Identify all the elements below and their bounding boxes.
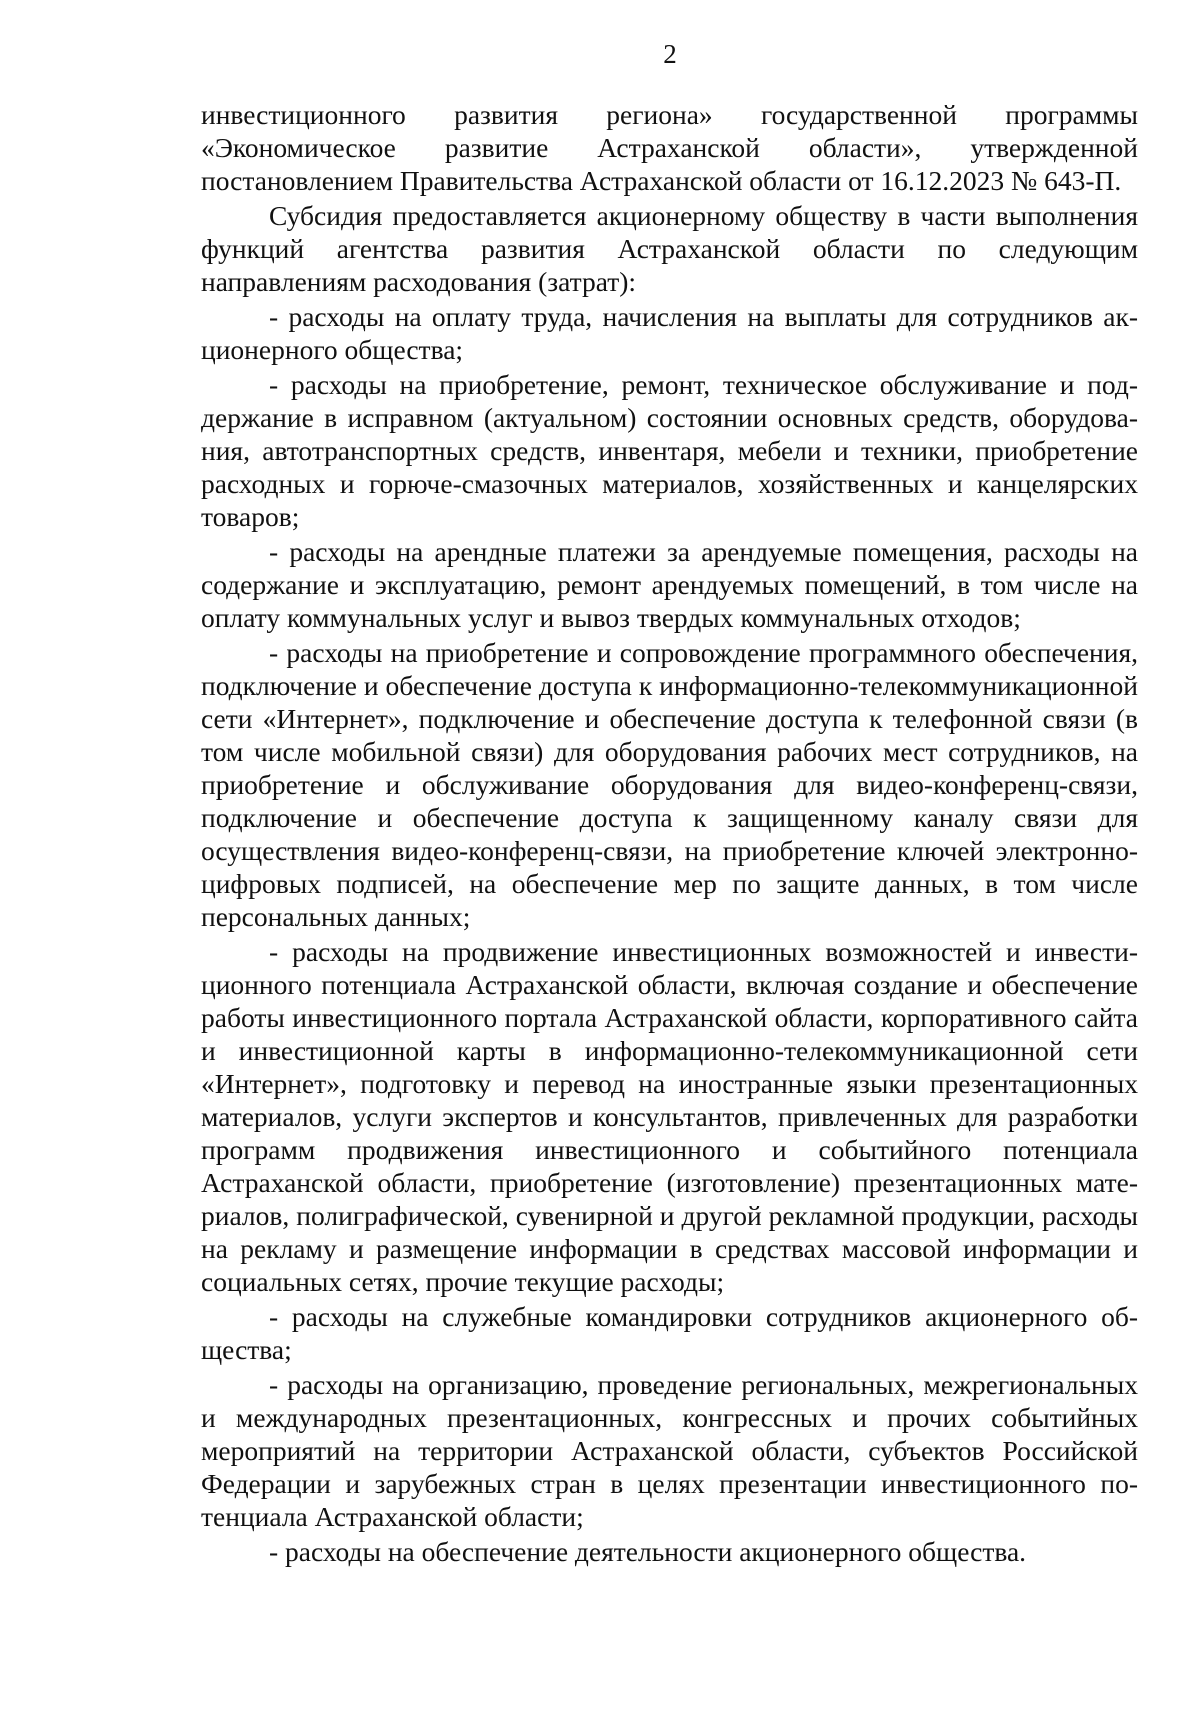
list-item-fixed-assets: - расходы на приобретение, ремонт, техническое обслуживание и поддержание в исправном (актуальном) состоянии основных средств, оборудования, автотранспортных средств, инвентаря, мебели и техники, приобретение расходных и горюче-смазочных материалов, хозяйственных и канцелярских товаров; bbox=[201, 369, 1138, 532]
list-item-rent: - расходы на арендные платежи за арендуемые помещения, расходы на содержание и эксплуатацию, ремонт арендуемых помещений, в том числе на оплату коммунальных услуг и вывоз твердых коммунальных отходов; bbox=[201, 536, 1138, 633]
paragraph-program-reference: инвестиционного развития региона» государственной программы «Экономическое развитие Астраханской области», утвержденной постановлением Правительства Астраханской области от 16.12.2023 № 643-П. bbox=[201, 99, 1138, 196]
list-item-events: - расходы на организацию, проведение региональных, межрегиональных и международных презентационных, конгрессных и прочих событийных мероприятий на территории Астраханской области, субъектов Российской Федерации и зарубежных стран в целях презентации инвестиционного потенциала Астраханской области; bbox=[201, 1369, 1138, 1532]
list-item-business-trips: - расходы на служебные командировки сотрудников акционерного общества; bbox=[201, 1301, 1138, 1365]
list-item-software-communications: - расходы на приобретение и сопровождение программного обеспечения, подключение и обеспечение доступа к информационно-телекоммуникационной сети «Интернет», подключение и обеспечение доступа к телефонной связи (в том числе мобильной связи) для оборудования рабочих мест сотрудников, на приобретение и обслуживание оборудования для видео-конференц-связи, подключение и обеспечение доступа к защищенному каналу связи для осуществления видео-конференц-связи, на приобретение ключей электронно-цифровых подписей, на обеспечение мер по защите данных, в том числе персональных данных; bbox=[201, 637, 1138, 932]
paragraph-subsidy-purpose: Субсидия предоставляется акционерному обществу в части выполнения функций агентства развития Астраханской области по следующим направлениям расходования (затрат): bbox=[201, 200, 1138, 297]
list-item-labor-costs: - расходы на оплату труда, начисления на выплаты для сотрудников акционерного общества; bbox=[201, 301, 1138, 365]
page-number: 2 bbox=[663, 39, 677, 69]
list-item-operations: - расходы на обеспечение деятельности акционерного общества. bbox=[269, 1536, 1027, 1567]
list-item-investment-promotion: - расходы на продвижение инвестиционных возможностей и инвестиционного потенциала Астраханской области, включая создание и обеспечение работы инвестиционного портала Астраханской области, корпоративного сайта и инвестиционной карты в информационно-телекоммуникационной сети «Интернет», подготовку и перевод на иностранные языки презентационных материалов, услуги экспертов и консультантов, привлеченных для разработки программ продвижения инвестиционного и событийного потенциала Астраханской области, приобретение (изготовление) презентационных материалов, полиграфической, сувенирной и другой рекламной продукции, расходы на рекламу и размещение информации в средствах массовой информации и социальных сетях, прочие текущие расходы; bbox=[201, 936, 1138, 1297]
document-body bbox=[201, 98, 1138, 1568]
